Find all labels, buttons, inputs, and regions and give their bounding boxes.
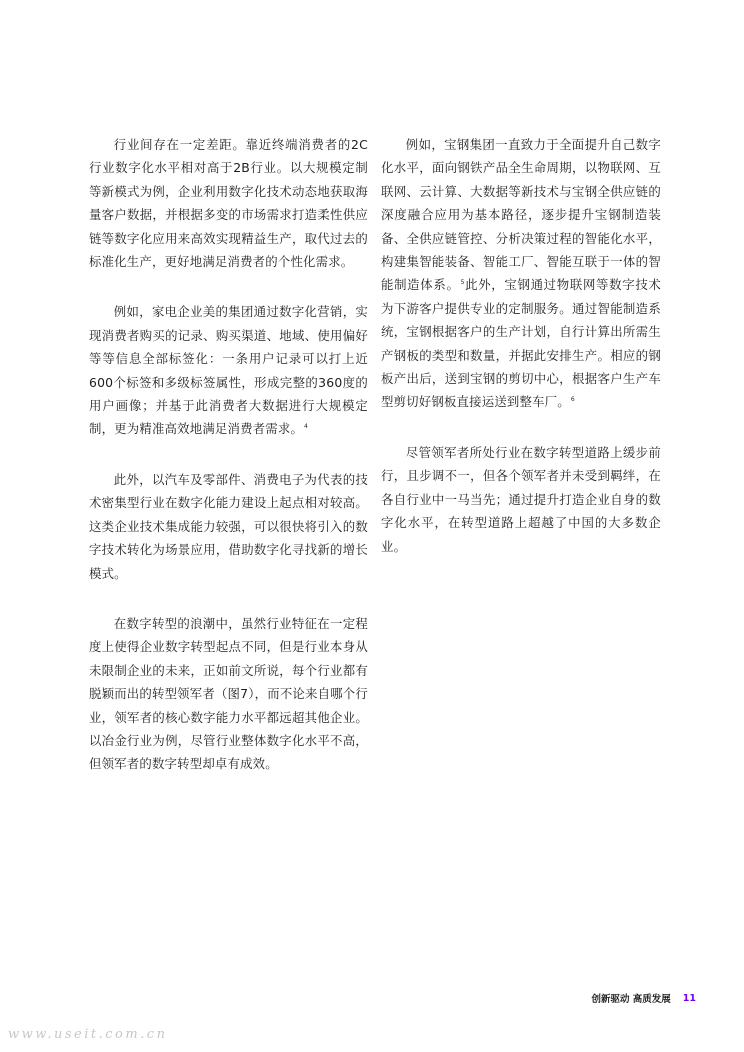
page-number: 11 xyxy=(682,992,696,1004)
footnote-ref[interactable]: 5 xyxy=(460,279,465,287)
left-column xyxy=(89,133,368,803)
right-column xyxy=(381,133,661,585)
paragraph: 在数字转型的浪潮中，虽然行业特征在一定程度上使得企业数字转型起点不同，但是行业本身从未限制企业的未来，正如前文所说，每个行业都有脱颖而出的转型领军者（图7），而不论来自哪个行业，领军者的核心数字能力水平都远超其他企业。以冶金行业为例，尽管行业整体数字化水平不高，但领军者的数字转型却卓有成效。 xyxy=(89,615,368,772)
paragraph: 例如，宝钢集团一直致力于全面提升自己数字化水平，面向钢铁产品全生命周期，以物联网、互联网、云计算、大数据等新技术与宝钢全供应链的深度融合应用为基本路径，逐步提升宝钢制造装备、全供应链管控、分析决策过程的智能化水平，构建集智能装备、智能工厂、智能互联于一体的智能制造体系。$^5$此外，宝钢通过物联网等数字技术为下游客户提供专业的定制服务。通过智能制造系统，宝钢根据客户的生产计划，自行计算出所需生产钢板的类型和数量，并据此安排生产。相应的钢板产出后，送到宝钢的剪切中心，根据客户生产车型剪切好钢板直接运送到整车厂。$^6$ xyxy=(381,137,661,410)
paragraph: 行业间存在一定差距。靠近终端消费者的2C行业数字化水平相对高于2B行业。以大规模定制等新模式为例，企业利用数字化技术动态地获取海量客户数据，并根据多变的市场需求打造柔性供应链等数字化应用来高效实现精益生产，取代过去的标准化生产，更好地满足消费者的个性化需求。 xyxy=(89,137,368,270)
paragraph: 例如，家电企业美的集团通过数字化营销，实现消费者购买的记录、购买渠道、地域、使用偏好等等信息全部标签化：一条用户记录可以打上近600个标签和多级标签属性，形成完整的360度的用户画像；并基于此消费者大数据进行大规模定制，更为精准高效地满足消费者需求。$^4$ xyxy=(89,304,368,437)
page-footer xyxy=(591,991,696,1005)
paragraph: 尽管领军者所处行业在数字转型道路上缓步前行，且步调不一，但各个领军者并未受到羁绊，在各自行业中一马当先；通过提升打造企业自身的数字化水平，在转型道路上超越了中国的大多数企业。 xyxy=(381,444,661,554)
footnote-ref[interactable]: 6 xyxy=(570,396,575,404)
footnote-ref[interactable]: 4 xyxy=(304,423,309,431)
watermark: www.useit.com.cn xyxy=(8,1027,168,1042)
paragraph: 此外，以汽车及零部件、消费电子为代表的技术密集型行业在数字化能力建设上起点相对较高。这类企业技术集成能力较强，可以很快将引入的数字技术转化为场景应用，借助数字化寻找新的增长模式。 xyxy=(89,471,368,581)
footer-section-title: 创新驱动 高质发展 xyxy=(591,994,671,1005)
